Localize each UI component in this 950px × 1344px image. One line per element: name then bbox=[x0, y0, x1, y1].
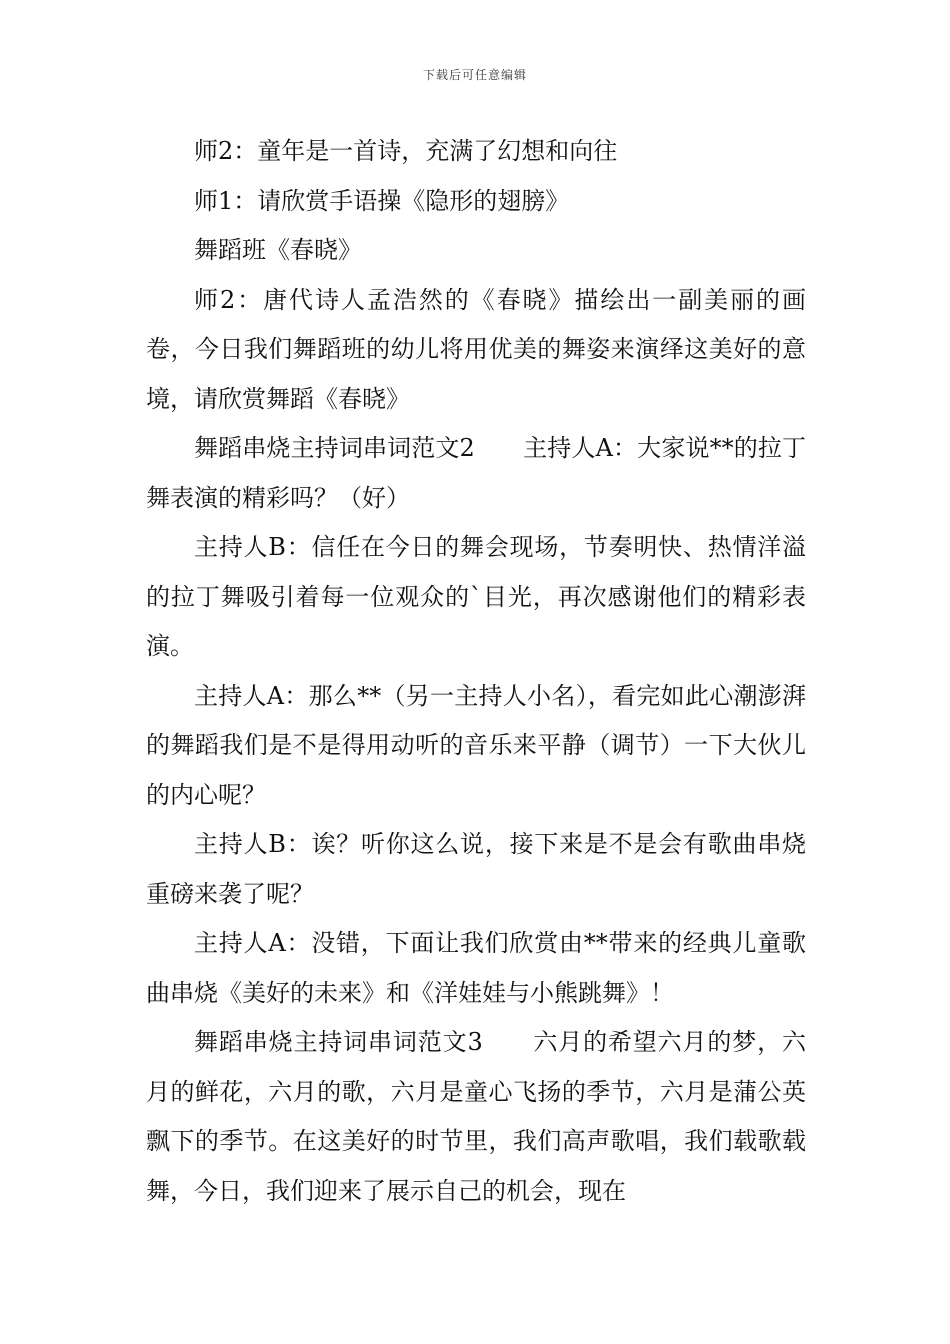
paragraph-3: 舞蹈班《春晓》 bbox=[194, 236, 362, 264]
paragraph-10: 舞蹈串烧主持词串词范文3 六月的希望六月的梦，六月的鲜花，六月的歌，六月是童心飞扬的季节，六月是蒲公英飘下的季节。在这美好的时节里，我们高声歌唱，我们载歌载舞，今日，我们迎来了展示自己的机会，现在 bbox=[146, 1028, 806, 1205]
paragraph-4: 师2：唐代诗人孟浩然的《春晓》描绘出一副美丽的画卷，今日我们舞蹈班的幼儿将用优美的舞姿来演绎这美好的意境，请欣赏舞蹈《春晓》 bbox=[146, 285, 806, 413]
paragraph-7: 主持人A：那么**（另一主持人小名），看完如此心潮澎湃的舞蹈我们是不是得用动听的音乐来平静（调节）一下大伙儿的内心呢？ bbox=[146, 681, 806, 809]
paragraph-6: 主持人B：信任在今日的舞会现场，节奏明快、热情洋溢的拉丁舞吸引着每一位观众的`目光，再次感谢他们的精彩表演。 bbox=[146, 533, 806, 660]
paragraph-9: 主持人A：没错，下面让我们欣赏由**带来的经典儿童歌曲串烧《美好的未来》和《洋娃娃与小熊跳舞》！ bbox=[146, 929, 806, 1007]
paragraph-2: 师1：请欣赏手语操《隐形的翅膀》 bbox=[194, 186, 570, 215]
paragraph-8: 主持人B：诶？听你这么说，接下来是不是会有歌曲串烧重磅来袭了呢？ bbox=[146, 830, 806, 908]
paragraph-5: 舞蹈串烧主持词串词范文2 主持人A：大家说**的拉丁舞表演的精彩吗？（好） bbox=[146, 434, 806, 512]
page-header: 下载后可任意编辑 bbox=[422, 68, 527, 82]
document-body bbox=[146, 127, 806, 1216]
paragraph-1: 师2：童年是一首诗，充满了幻想和向往 bbox=[194, 137, 618, 165]
